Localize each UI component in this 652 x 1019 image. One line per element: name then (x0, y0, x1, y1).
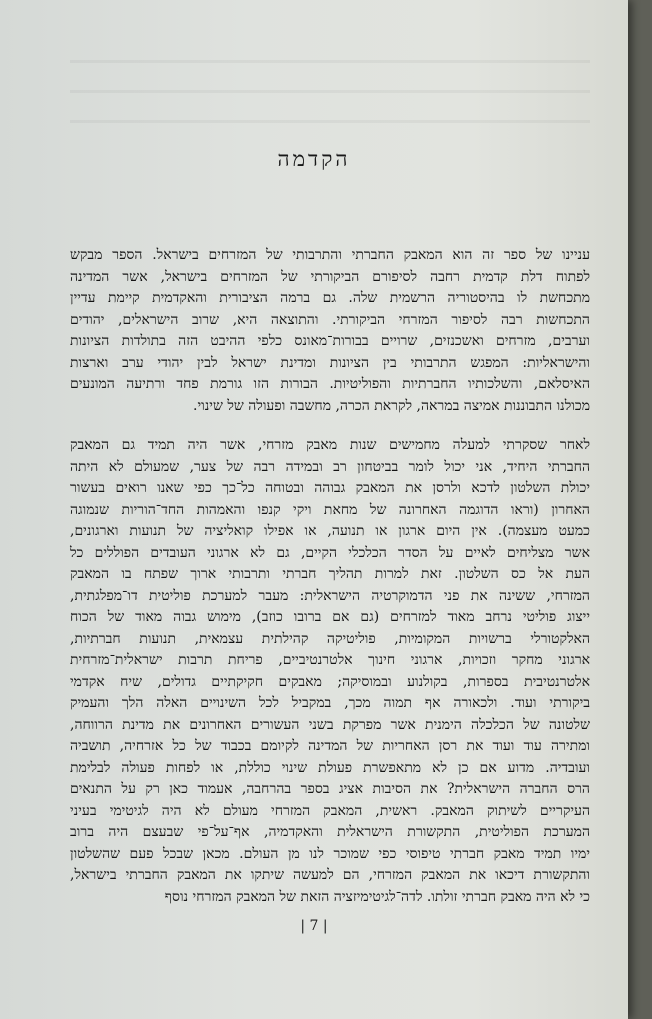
text-line: העיקריים לשיתוק המאבק. ראשית, המאבק המזרחי מעולם לא היה לגיטימי בעיני (70, 802, 590, 819)
text-line: והישראליות: המפגש התרבותי בין הציונות ומדינת ישראל לבין יהודי ערב וארצות (70, 354, 590, 371)
text-line: והתקשורת דיכאו את המאבק המזרחי, הם למעשה שיתקו את המאבק החברתי בישראל, (70, 867, 590, 883)
chapter-heading: הקדמה (277, 147, 351, 171)
text-line: ימיו תמיד מאבק חברתי טיפוסי כפי שמוכר לנו מן העולם. מכאן שבכל פעם שהשלטון (70, 845, 590, 862)
text-line: מכולנו התבוננות אמיצה במראה, לקראת הכרה, מחשבה ופעולה של שינוי. (193, 397, 590, 414)
text-line: המזרחי, ששינה את פני הדמוקרטיה הישראלית: מעבר למערכת פוליטית דו־מפלגתית, (70, 587, 590, 604)
text-line: החברתי היחיד, אני יכול לומר בביטחון רב ובמידה רבה של צער, שמעולם לא היתה (70, 458, 590, 475)
text-line: מתכחשת לו בהיסטוריה הרשמית שלה. גם ברמה הציבורית והאקדמית קיימת עדיין (70, 290, 590, 306)
paragraph-2 (70, 435, 590, 908)
page-number: | 7 | (300, 918, 328, 934)
text-line: כי לא היה מאבק חברתי זולתו. לדה־לגיטימיזציה הזאת של המאבק המזרחי נוסף (164, 888, 590, 905)
text-line: לאחר שסקרתי למעלה מחמישים שנות מאבק מזרחי, אשר היה תמיד גם המאבק (70, 437, 590, 453)
text-line: כמעט מעצמה). אין היום ארגון או תנועה, או אפילו קואליציה של תנועות וארגונים, (70, 523, 590, 539)
text-line: האיסלאם, והשלכותיו החברתיות והפוליטיות. הבורות הזו גורמת פחד ורתיעה המונעים (70, 376, 590, 392)
text-line: ביקורתי ועוד. ולכאורה אף תמוה מכך, במקביל לכל השינויים האלה הלך והעמיק (70, 695, 590, 711)
text-line: העת אל כס השלטון. זאת למרות תהליך חברתי ותרבותי ארוך שפתח בו המאבק (70, 566, 590, 582)
text-line: ייצוג פוליטי נרחב מאוד למזרחים (גם אם ברובו כוזב), מימוש גבוה מאוד של הכוח (70, 609, 590, 625)
text-line: ארגוני מחקר וזכויות, ארגוני חינוך אלטרנטיביים, פריחת תרבות ישראלית־מזרחית (70, 652, 590, 668)
show-through-text (70, 60, 590, 140)
text-line: לפתוח דלת קדמית רחבה לסיפורם הביקורתי של המזרחים בישראל, אשר המדינה (70, 268, 590, 285)
text-line: האלקטורלי ברשויות המקומיות, פוליטיקה קהילתית עצמאית, תנועות חברתיות, (70, 630, 590, 647)
text-line: אשר מצליחים לאיים על הסדר הכלכלי הקיים, גם לא ארגוני העובדים הפוללים כל (70, 544, 590, 561)
text-line: האחרון (וראו הדוגמה האחרונה של מחאת ויקי קנפו והאמהות החד־הוריות שנמוגה (70, 501, 590, 518)
text-line: אלטרנטיבית בספרות, בקולנוע ובמוסיקה; מאבקים חקיקתיים גדולים, שיח אקדמי (70, 673, 590, 690)
text-line: שלטונה של הכלכלה הימנית אשר מפרקת בשני העשורים האחרונים את מדינת הרווחה, (70, 716, 590, 733)
body-text (70, 245, 590, 908)
text-line: וערבים, מזרחים ואשכנזים, שרויים בבורות־מאונס כלפי ההיבט הזה בתולדות הציונות (70, 333, 590, 349)
text-line: הרס החברה הישראלית? את הסיבות אציג בספר בהרחבה, אעמוד כאן רק על התנאים (70, 781, 590, 797)
text-line: עניינו של ספר זה הוא המאבק החברתי והתרבותי של המזרחים בישראל. הספר מבקש (70, 247, 590, 263)
text-line: ועובדיה. מדוע אם כן לא מתאפשרת פעולת שינוי כוללת, או לפחות פעולה לבלימת (70, 759, 590, 776)
text-line: יכולת השלטון לדכא ולרסן את המאבק גבוהה ובטוחה כל־כך כפי שאנו רואים בעשור (70, 480, 590, 496)
text-line: ומתירה עוד ועוד את רסן האחריות של המדינה לקיומם בכבוד של כל אזרחיה, תושביה (70, 738, 590, 754)
text-line: התכחשות רבה לסיפור המזרחי הביקורתי. והתוצאה היא, שרוב הישראלים, יהודים (70, 311, 590, 328)
text-line: המערכת הפוליטית, התקשורת הישראלית והאקדמיה, אף־על־פי שבעצם היה ברוב (70, 824, 590, 840)
paragraph-1 (70, 245, 590, 417)
